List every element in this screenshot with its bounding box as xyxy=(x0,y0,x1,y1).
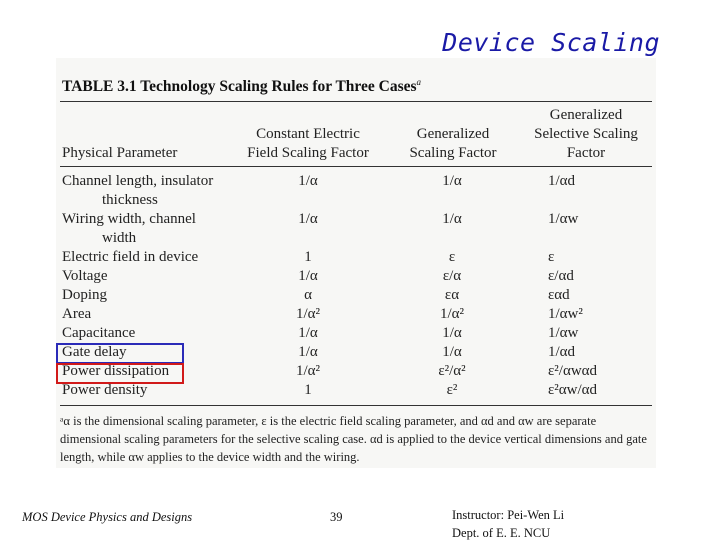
row-param: Area xyxy=(62,306,92,322)
header-col2 xyxy=(398,125,508,163)
row-generalized: 1/α xyxy=(442,211,462,227)
row-param: width xyxy=(102,230,137,246)
caption-text: TABLE 3.1 Technology Scaling Rules for Three Cases xyxy=(62,78,417,96)
header-col1-line1: Constant Electric xyxy=(256,126,360,142)
row-generalized: 1/α xyxy=(442,173,462,189)
row-selective: ε/αd xyxy=(548,268,574,284)
table-footnote: ᵃα is the dimensional scaling parameter, ε is the electric field scaling parameter, and αd and αw are separate dimensional scaling parameters for the selective scaling case. αd is applied to the device vertical dimensions and gate length, while αw applies to the device width and the wiring. xyxy=(60,414,647,464)
header-col3-line2: Selective Scaling xyxy=(534,126,638,142)
slide-title: Device Scaling xyxy=(442,28,660,57)
row-generalized: 1/α² xyxy=(439,306,465,322)
header-col2-line2: Scaling Factor xyxy=(409,145,497,161)
rule-bottom xyxy=(60,405,652,406)
rule-top xyxy=(60,101,652,102)
header-col3-line3: Factor xyxy=(566,145,606,161)
row-selective: ε²/αwαd xyxy=(548,363,598,379)
row-param: Electric field in device xyxy=(62,249,199,265)
row-selective: 1/αw xyxy=(548,211,579,227)
row-selective: 1/αd xyxy=(548,173,576,189)
row-param: thickness xyxy=(102,192,158,208)
row-constant-field: 1 xyxy=(304,382,312,398)
row-generalized: ε xyxy=(448,249,456,265)
row-constant-field: 1 xyxy=(304,249,312,265)
footer-instructor xyxy=(452,506,564,542)
row-param: Voltage xyxy=(62,268,108,284)
row-selective: εαd xyxy=(548,287,570,303)
footer-page-number: 39 xyxy=(330,510,343,524)
row-param: Capacitance xyxy=(62,325,136,341)
row-constant-field: 1/α xyxy=(298,173,318,189)
row-constant-field: 1/α xyxy=(298,211,318,227)
row-param: Doping xyxy=(62,287,107,303)
row-param: Power density xyxy=(62,382,148,398)
row-generalized: ε/α xyxy=(442,268,462,284)
header-col3 xyxy=(522,106,650,163)
row-generalized: ε² xyxy=(446,382,458,398)
header-col1-line2: Field Scaling Factor xyxy=(247,145,369,161)
row-param: Channel length, insulator xyxy=(62,173,214,189)
row-selective: 1/αw xyxy=(548,325,579,341)
department: Dept. of E. E. NCU xyxy=(452,526,551,540)
footer-course: MOS Device Physics and Designs xyxy=(22,510,193,524)
header-col2-line1: Generalized xyxy=(416,126,490,142)
row-constant-field: 1/α² xyxy=(295,363,321,379)
row-generalized: ε²/α² xyxy=(438,363,466,379)
row-param: Wiring width, channel xyxy=(62,211,196,227)
row-selective: ε xyxy=(548,249,555,265)
row-generalized: εα xyxy=(444,287,460,303)
row-generalized: 1/α xyxy=(442,344,462,360)
row-constant-field: 1/α xyxy=(298,268,318,284)
row-constant-field: 1/α xyxy=(298,344,318,360)
row-constant-field: 1/α² xyxy=(295,306,321,322)
rule-header xyxy=(60,166,652,167)
table-caption xyxy=(62,77,421,96)
row-constant-field: 1/α xyxy=(298,325,318,341)
header-col3-line1: Generalized xyxy=(549,107,623,123)
row-selective: 1/αw² xyxy=(548,306,583,322)
header-param: Physical Parameter xyxy=(62,145,178,161)
caption-marker: a xyxy=(416,77,422,87)
gate-delay-highlight xyxy=(56,343,184,364)
row-param: Power dissipation xyxy=(62,363,170,379)
instructor-name: Instructor: Pei-Wen Li xyxy=(452,508,565,522)
row-selective: 1/αd xyxy=(548,344,576,360)
row-constant-field: α xyxy=(304,287,312,303)
header-col1 xyxy=(238,125,378,163)
row-selective: ε²αw/αd xyxy=(548,382,598,398)
row-param: Gate delay xyxy=(62,344,127,360)
power-dissipation-highlight xyxy=(56,363,184,384)
row-generalized: 1/α xyxy=(442,325,462,341)
